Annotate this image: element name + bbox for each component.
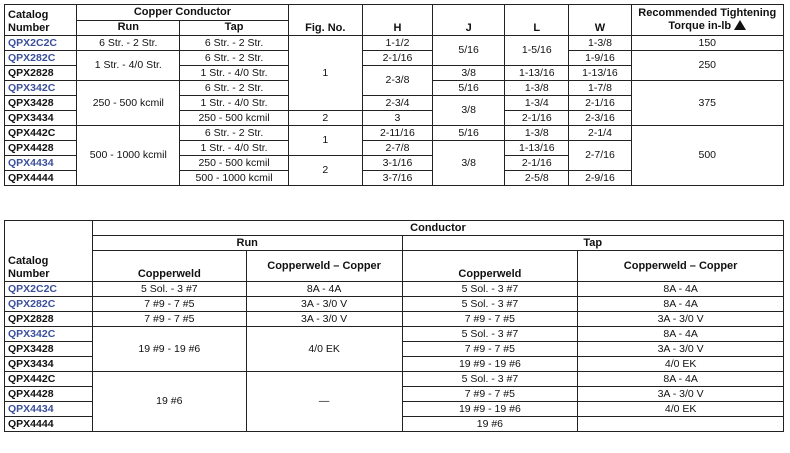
- catalog-number: QPX442C: [5, 372, 93, 387]
- catalog-number-header: Catalog Number: [5, 5, 77, 36]
- w-cell: 2-3/16: [569, 111, 631, 126]
- h-cell: 2-3/8: [362, 66, 432, 96]
- h-cell: 1-1/2: [362, 36, 432, 51]
- fig-no-header: Fig. No.: [288, 5, 362, 36]
- j-cell: 3/8: [433, 141, 505, 186]
- catalog-number: QPX442C: [5, 126, 77, 141]
- h-header: H: [362, 5, 432, 36]
- tap-copperweld-header: Copperweld: [402, 251, 578, 282]
- torque-cell: 250: [631, 51, 783, 81]
- conductor-table: [4, 220, 784, 432]
- catalog-link[interactable]: QPX4434: [5, 402, 93, 417]
- j-cell: 5/16: [433, 126, 505, 141]
- catalog-number: QPX2828: [5, 66, 77, 81]
- catalog-number: QPX4428: [5, 141, 77, 156]
- catalog-number-header: Catalog Number: [5, 221, 93, 282]
- tap-copperweld-copper-cell: 4/0 EK: [578, 357, 784, 372]
- l-cell: 2-1/16: [505, 111, 569, 126]
- conductor-header: Conductor: [92, 221, 783, 236]
- run-copperweld-copper-cell: 3A - 3/0 V: [246, 297, 402, 312]
- run-header: Run: [77, 20, 180, 36]
- tap-copperweld-cell: 19 #9 - 19 #6: [402, 357, 578, 372]
- h-cell: 2-3/4: [362, 96, 432, 111]
- w-cell: 1-3/8: [569, 36, 631, 51]
- catalog-link[interactable]: QPX2C2C: [5, 36, 77, 51]
- torque-header-label: Recommended Tightening Torque in-lb: [638, 7, 777, 32]
- tap-cell: 1 Str. - 4/0 Str.: [180, 96, 288, 111]
- j-cell: 3/8: [433, 96, 505, 126]
- w-cell: 1-7/8: [569, 81, 631, 96]
- tap-cell: 250 - 500 kcmil: [180, 111, 288, 126]
- h-cell: 3: [362, 111, 432, 126]
- run-copperweld-cell: 7 #9 - 7 #5: [92, 297, 246, 312]
- l-cell: 2-5/8: [505, 171, 569, 186]
- tap-copperweld-copper-cell: 4/0 EK: [578, 402, 784, 417]
- run-cell: 1 Str. - 4/0 Str.: [77, 51, 180, 81]
- run-cell: 6 Str. - 2 Str.: [77, 36, 180, 51]
- h-cell: 3-7/16: [362, 171, 432, 186]
- j-header: J: [433, 5, 505, 36]
- l-cell: 2-1/16: [505, 156, 569, 171]
- tap-copperweld-cell: 5 Sol. - 3 #7: [402, 297, 578, 312]
- fig-cell: 2: [288, 156, 362, 186]
- catalog-link[interactable]: QPX2C2C: [5, 282, 93, 297]
- torque-cell: 375: [631, 81, 783, 126]
- table-row: [5, 126, 784, 141]
- l-cell: 1-5/16: [505, 36, 569, 66]
- tap-copperweld-copper-cell: [578, 417, 784, 432]
- w-header: W: [569, 5, 631, 36]
- torque-header: [631, 5, 783, 36]
- l-cell: 1-13/16: [505, 66, 569, 81]
- tap-copperweld-copper-cell: 8A - 4A: [578, 327, 784, 342]
- tap-cell: 6 Str. - 2 Str.: [180, 36, 288, 51]
- tap-cell: 1 Str. - 4/0 Str.: [180, 141, 288, 156]
- tap-copperweld-cell: 5 Sol. - 3 #7: [402, 282, 578, 297]
- tap-copperweld-cell: 7 #9 - 7 #5: [402, 312, 578, 327]
- tap-copperweld-cell: 19 #6: [402, 417, 578, 432]
- catalog-link[interactable]: QPX282C: [5, 51, 77, 66]
- tap-copperweld-cell: 5 Sol. - 3 #7: [402, 327, 578, 342]
- table-row: [5, 282, 784, 297]
- catalog-number: QPX3428: [5, 96, 77, 111]
- warning-triangle-icon: [734, 20, 746, 30]
- w-cell: 2-1/4: [569, 126, 631, 141]
- tap-copperweld-cell: 7 #9 - 7 #5: [402, 387, 578, 402]
- h-cell: 2-1/16: [362, 51, 432, 66]
- j-cell: 5/16: [433, 81, 505, 96]
- w-cell: 1-9/16: [569, 51, 631, 66]
- table-row: [5, 297, 784, 312]
- tap-cell: 6 Str. - 2 Str.: [180, 81, 288, 96]
- catalog-number: QPX4428: [5, 387, 93, 402]
- tap-copperweld-cell: 5 Sol. - 3 #7: [402, 372, 578, 387]
- torque-cell: 150: [631, 36, 783, 51]
- table-row: [5, 312, 784, 327]
- tap-cell: 6 Str. - 2 Str.: [180, 126, 288, 141]
- tap-copperweld-copper-header: Copperweld – Copper: [578, 251, 784, 282]
- table-row: [5, 51, 784, 66]
- run-copperweld-cell: 19 #6: [92, 372, 246, 432]
- tap-cell: 6 Str. - 2 Str.: [180, 51, 288, 66]
- run-copperweld-copper-cell: 4/0 EK: [246, 327, 402, 372]
- l-cell: 1-3/4: [505, 96, 569, 111]
- tap-copperweld-copper-cell: 8A - 4A: [578, 282, 784, 297]
- tap-header: Tap: [402, 236, 783, 251]
- tap-header: Tap: [180, 20, 288, 36]
- l-cell: 1-13/16: [505, 141, 569, 156]
- catalog-number: QPX4444: [5, 417, 93, 432]
- fig-cell: 1: [288, 126, 362, 156]
- run-cell: 500 - 1000 kcmil: [77, 126, 180, 186]
- dimensions-table: [4, 4, 784, 186]
- catalog-link[interactable]: QPX342C: [5, 327, 93, 342]
- run-cell: 250 - 500 kcmil: [77, 81, 180, 126]
- tap-copperweld-cell: 19 #9 - 19 #6: [402, 402, 578, 417]
- fig-cell: 1: [288, 36, 362, 111]
- catalog-number: QPX3428: [5, 342, 93, 357]
- j-cell: 3/8: [433, 66, 505, 81]
- table-row: [5, 372, 784, 387]
- table-row: [5, 327, 784, 342]
- tap-cell: 500 - 1000 kcmil: [180, 171, 288, 186]
- run-copperweld-cell: 7 #9 - 7 #5: [92, 312, 246, 327]
- catalog-number: QPX3434: [5, 357, 93, 372]
- torque-cell: 500: [631, 126, 783, 186]
- run-copperweld-cell: 5 Sol. - 3 #7: [92, 282, 246, 297]
- run-copperweld-copper-cell: 3A - 3/0 V: [246, 312, 402, 327]
- tap-copperweld-copper-cell: 3A - 3/0 V: [578, 342, 784, 357]
- run-copperweld-copper-cell: 8A - 4A: [246, 282, 402, 297]
- fig-cell: 2: [288, 111, 362, 126]
- table-row: [5, 36, 784, 51]
- run-copperweld-copper-header: Copperweld – Copper: [246, 251, 402, 282]
- catalog-number: QPX2828: [5, 312, 93, 327]
- catalog-link[interactable]: QPX282C: [5, 297, 93, 312]
- l-cell: 1-3/8: [505, 81, 569, 96]
- copper-conductor-header: Copper Conductor: [77, 5, 289, 21]
- run-copperweld-cell: 19 #9 - 19 #6: [92, 327, 246, 372]
- j-cell: 5/16: [433, 36, 505, 66]
- tap-copperweld-copper-cell: 8A - 4A: [578, 372, 784, 387]
- tap-copperweld-copper-cell: 3A - 3/0 V: [578, 312, 784, 327]
- tap-copperweld-copper-cell: 8A - 4A: [578, 297, 784, 312]
- run-copperweld-header: Copperweld: [92, 251, 246, 282]
- tap-copperweld-cell: 7 #9 - 7 #5: [402, 342, 578, 357]
- tap-copperweld-copper-cell: 3A - 3/0 V: [578, 387, 784, 402]
- h-cell: 2-11/16: [362, 126, 432, 141]
- catalog-number: QPX4444: [5, 171, 77, 186]
- l-cell: 1-3/8: [505, 126, 569, 141]
- w-cell: 2-1/16: [569, 96, 631, 111]
- w-cell: 1-13/16: [569, 66, 631, 81]
- h-cell: 3-1/16: [362, 156, 432, 171]
- w-cell: 2-9/16: [569, 171, 631, 186]
- run-header: Run: [92, 236, 402, 251]
- catalog-number: QPX3434: [5, 111, 77, 126]
- catalog-link[interactable]: QPX342C: [5, 81, 77, 96]
- w-cell: 2-7/16: [569, 141, 631, 171]
- run-copperweld-copper-cell: —: [246, 372, 402, 432]
- l-header: L: [505, 5, 569, 36]
- tap-cell: 250 - 500 kcmil: [180, 156, 288, 171]
- catalog-link[interactable]: QPX4434: [5, 156, 77, 171]
- h-cell: 2-7/8: [362, 141, 432, 156]
- tap-cell: 1 Str. - 4/0 Str.: [180, 66, 288, 81]
